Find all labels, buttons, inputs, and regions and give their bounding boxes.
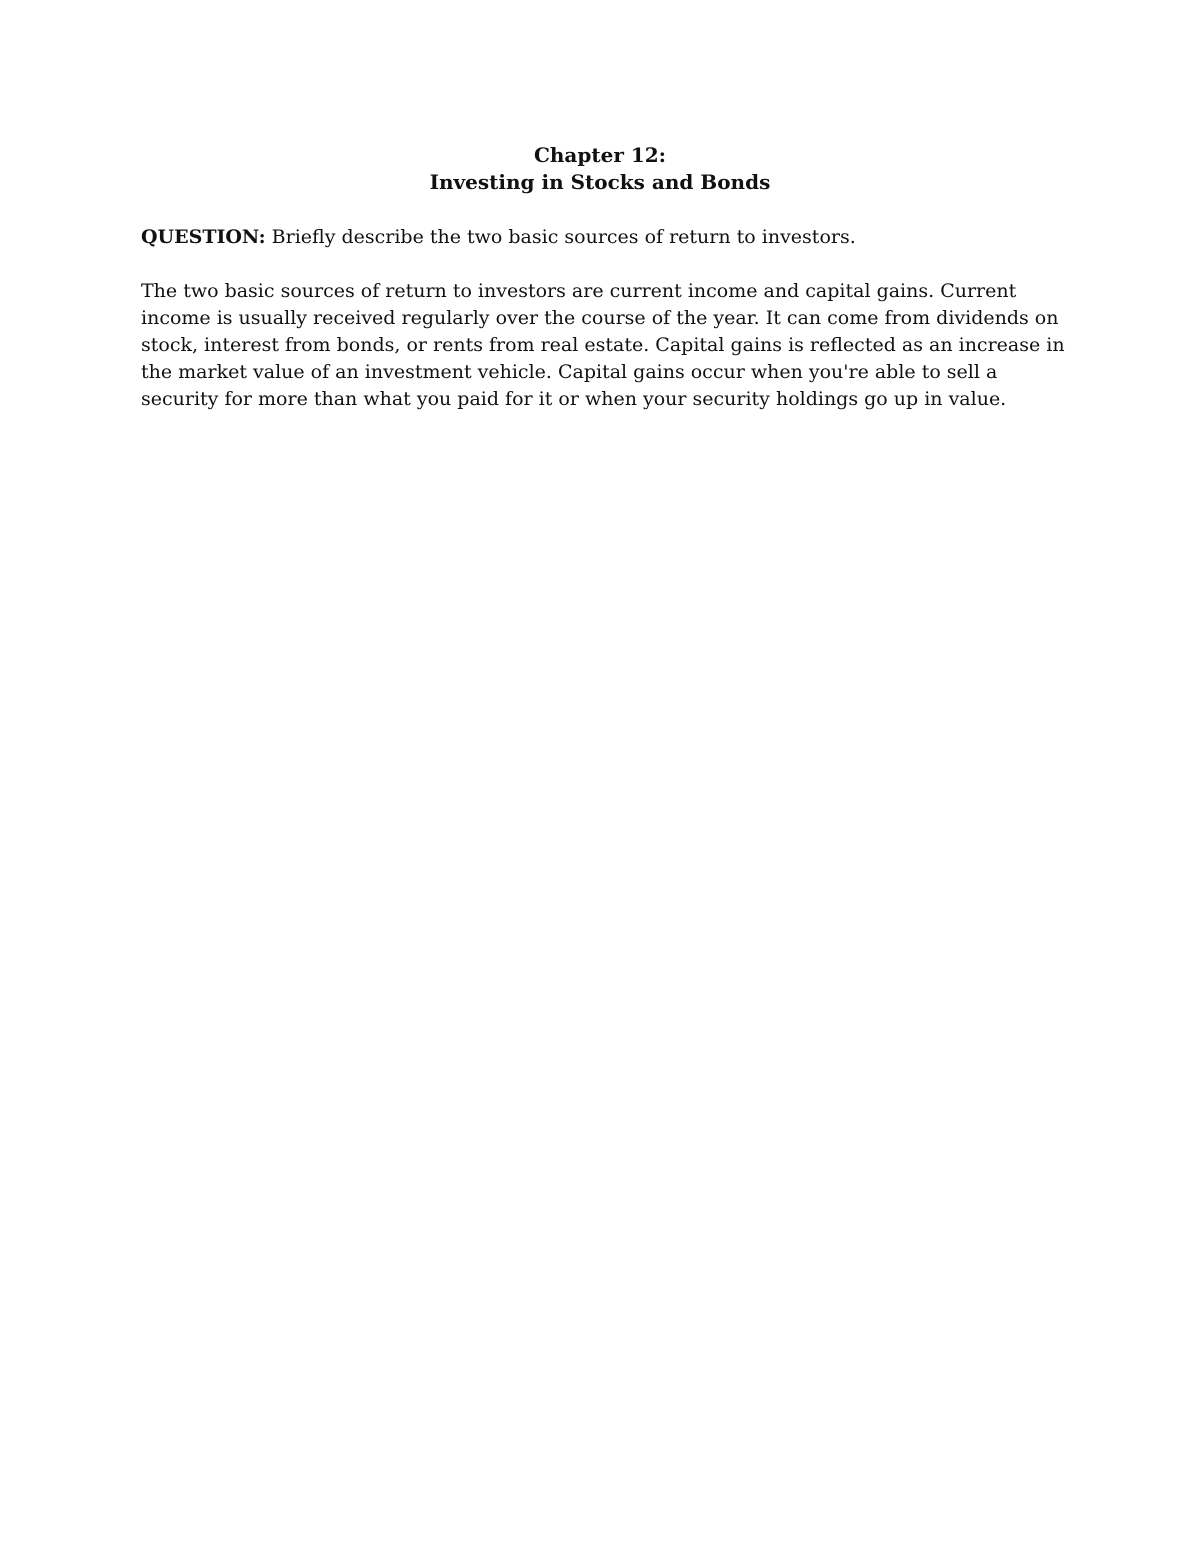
chapter-title: Investing in Stocks and Bonds xyxy=(429,170,771,194)
content xyxy=(141,224,1071,413)
question-paragraph xyxy=(141,224,1071,251)
question-text: Briefly describe the two basic sources of return to investors. xyxy=(265,226,856,248)
question-label: QUESTION: xyxy=(141,226,266,248)
chapter-heading: Chapter 12: xyxy=(533,143,667,167)
title-block xyxy=(0,142,1200,196)
answer-paragraph: The two basic sources of return to investors are current income and capital gains. Current income is usually received regularly over the course of the year. It can come from dividends on stock, interest from bonds, or rents from real estate. Capital gains is reflected as an increase in the market value of an investment vehicle. Capital gains occur when you're able to sell a security for more than what you paid for it or when your security holdings go up in value. xyxy=(141,280,1065,410)
